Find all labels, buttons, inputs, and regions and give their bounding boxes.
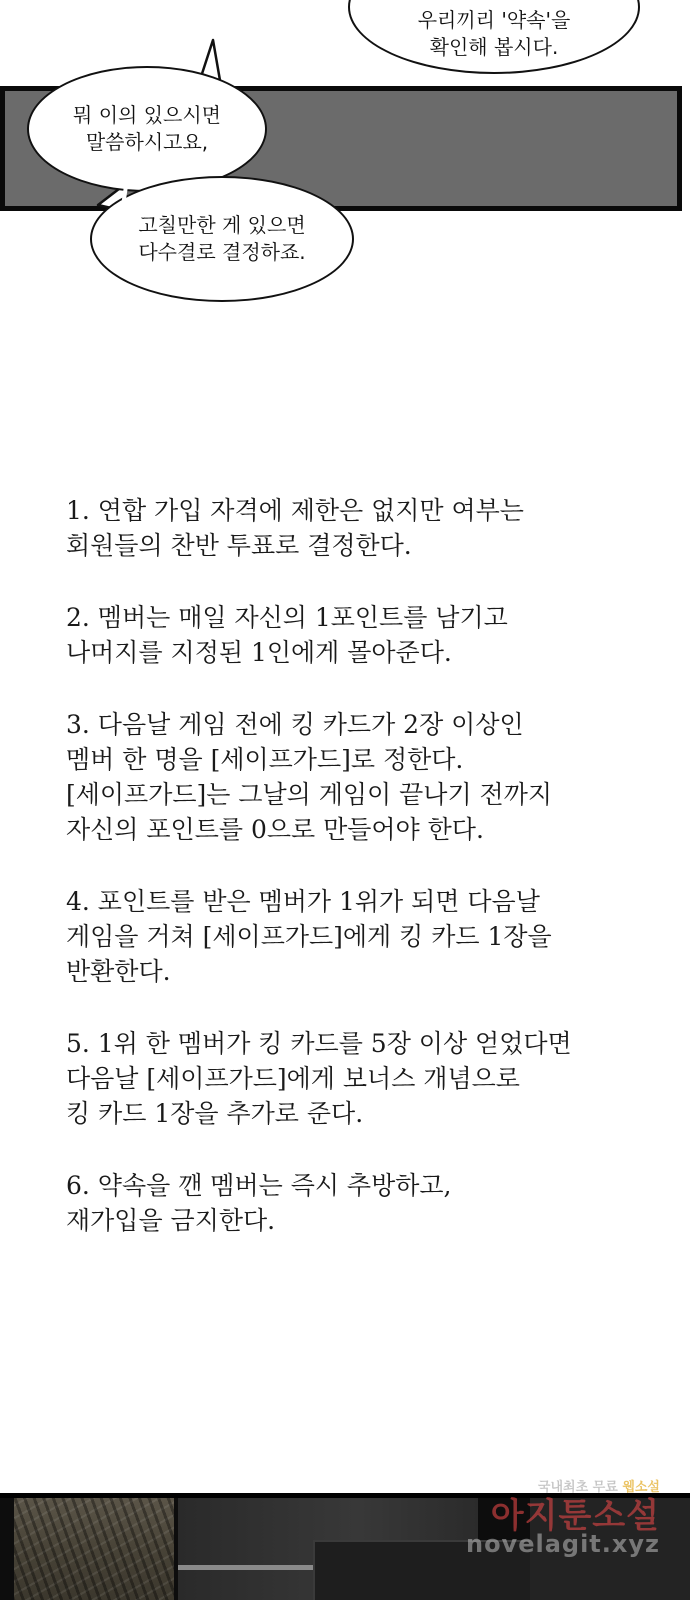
rule-item [66, 884, 666, 989]
watermark-brand: 아지툰소설 [490, 1496, 660, 1536]
bubble-line: 말씀하시고요, [85, 130, 209, 154]
speech-bubble-tail-covers [0, 0, 690, 320]
rule-line: 재가입을 금지한다. [66, 1206, 276, 1235]
rule-line: 5. 1위 한 멤버가 킹 카드를 5장 이상 얻었다면 [66, 1029, 572, 1058]
rule-line: 6. 약속을 깬 멤버는 즉시 추방하고, [66, 1171, 452, 1200]
rule-line: 3. 다음날 게임 전에 킹 카드가 2장 이상인 [66, 710, 524, 739]
rule-item [66, 1026, 666, 1131]
rule-line: 4. 포인트를 받은 멤버가 1위가 되면 다음날 [66, 887, 540, 916]
rule-line: 나머지를 지정된 1인에게 몰아준다. [66, 638, 452, 667]
watermark-url: novelagit.xyz [465, 1530, 660, 1558]
rule-line: 2. 멤버는 매일 자신의 1포인트를 남기고 [66, 603, 508, 632]
rule-line: 반환한다. [66, 957, 171, 986]
bubble-line: 고칠만한 게 있으면 [138, 213, 306, 237]
rule-line: 게임을 거쳐 [세이프가드]에게 킹 카드 1장을 [66, 922, 552, 951]
bubble-line: 다수결로 결정하죠. [138, 240, 306, 264]
rule-item [66, 707, 666, 847]
bubble-line: 확인해 봅시다. [429, 35, 559, 59]
rule-line: 1. 연합 가입 자격에 제한은 없지만 여부는 [66, 496, 524, 525]
watermark-tagline-text: 국내최초 무료 [537, 1480, 618, 1495]
rule-line: 킹 카드 1장을 추가로 준다. [66, 1099, 364, 1128]
bubble-line: 뭐 이의 있으시면 [73, 103, 221, 127]
rule-line: 멤버 한 명을 [세이프가드]로 정한다. [66, 745, 464, 774]
rule-item [66, 600, 666, 670]
rule-line: 회원들의 찬반 투표로 결정한다. [66, 531, 412, 560]
rules-list [66, 493, 666, 1275]
rule-line: 자신의 포인트를 0으로 만들어야 한다. [66, 815, 484, 844]
rule-line: [세이프가드]는 그날의 게임이 끝나기 전까지 [66, 780, 552, 809]
rule-line: 다음날 [세이프가드]에게 보너스 개념으로 [66, 1064, 520, 1093]
bubble-line: 우리끼리 '약속'을 [417, 8, 571, 32]
watermark-tagline-highlight: 웹소설 [622, 1480, 660, 1495]
stone-wall [14, 1498, 174, 1600]
rule-item [66, 1168, 666, 1238]
rule-item [66, 493, 666, 563]
shelf-ledge [178, 1565, 313, 1570]
